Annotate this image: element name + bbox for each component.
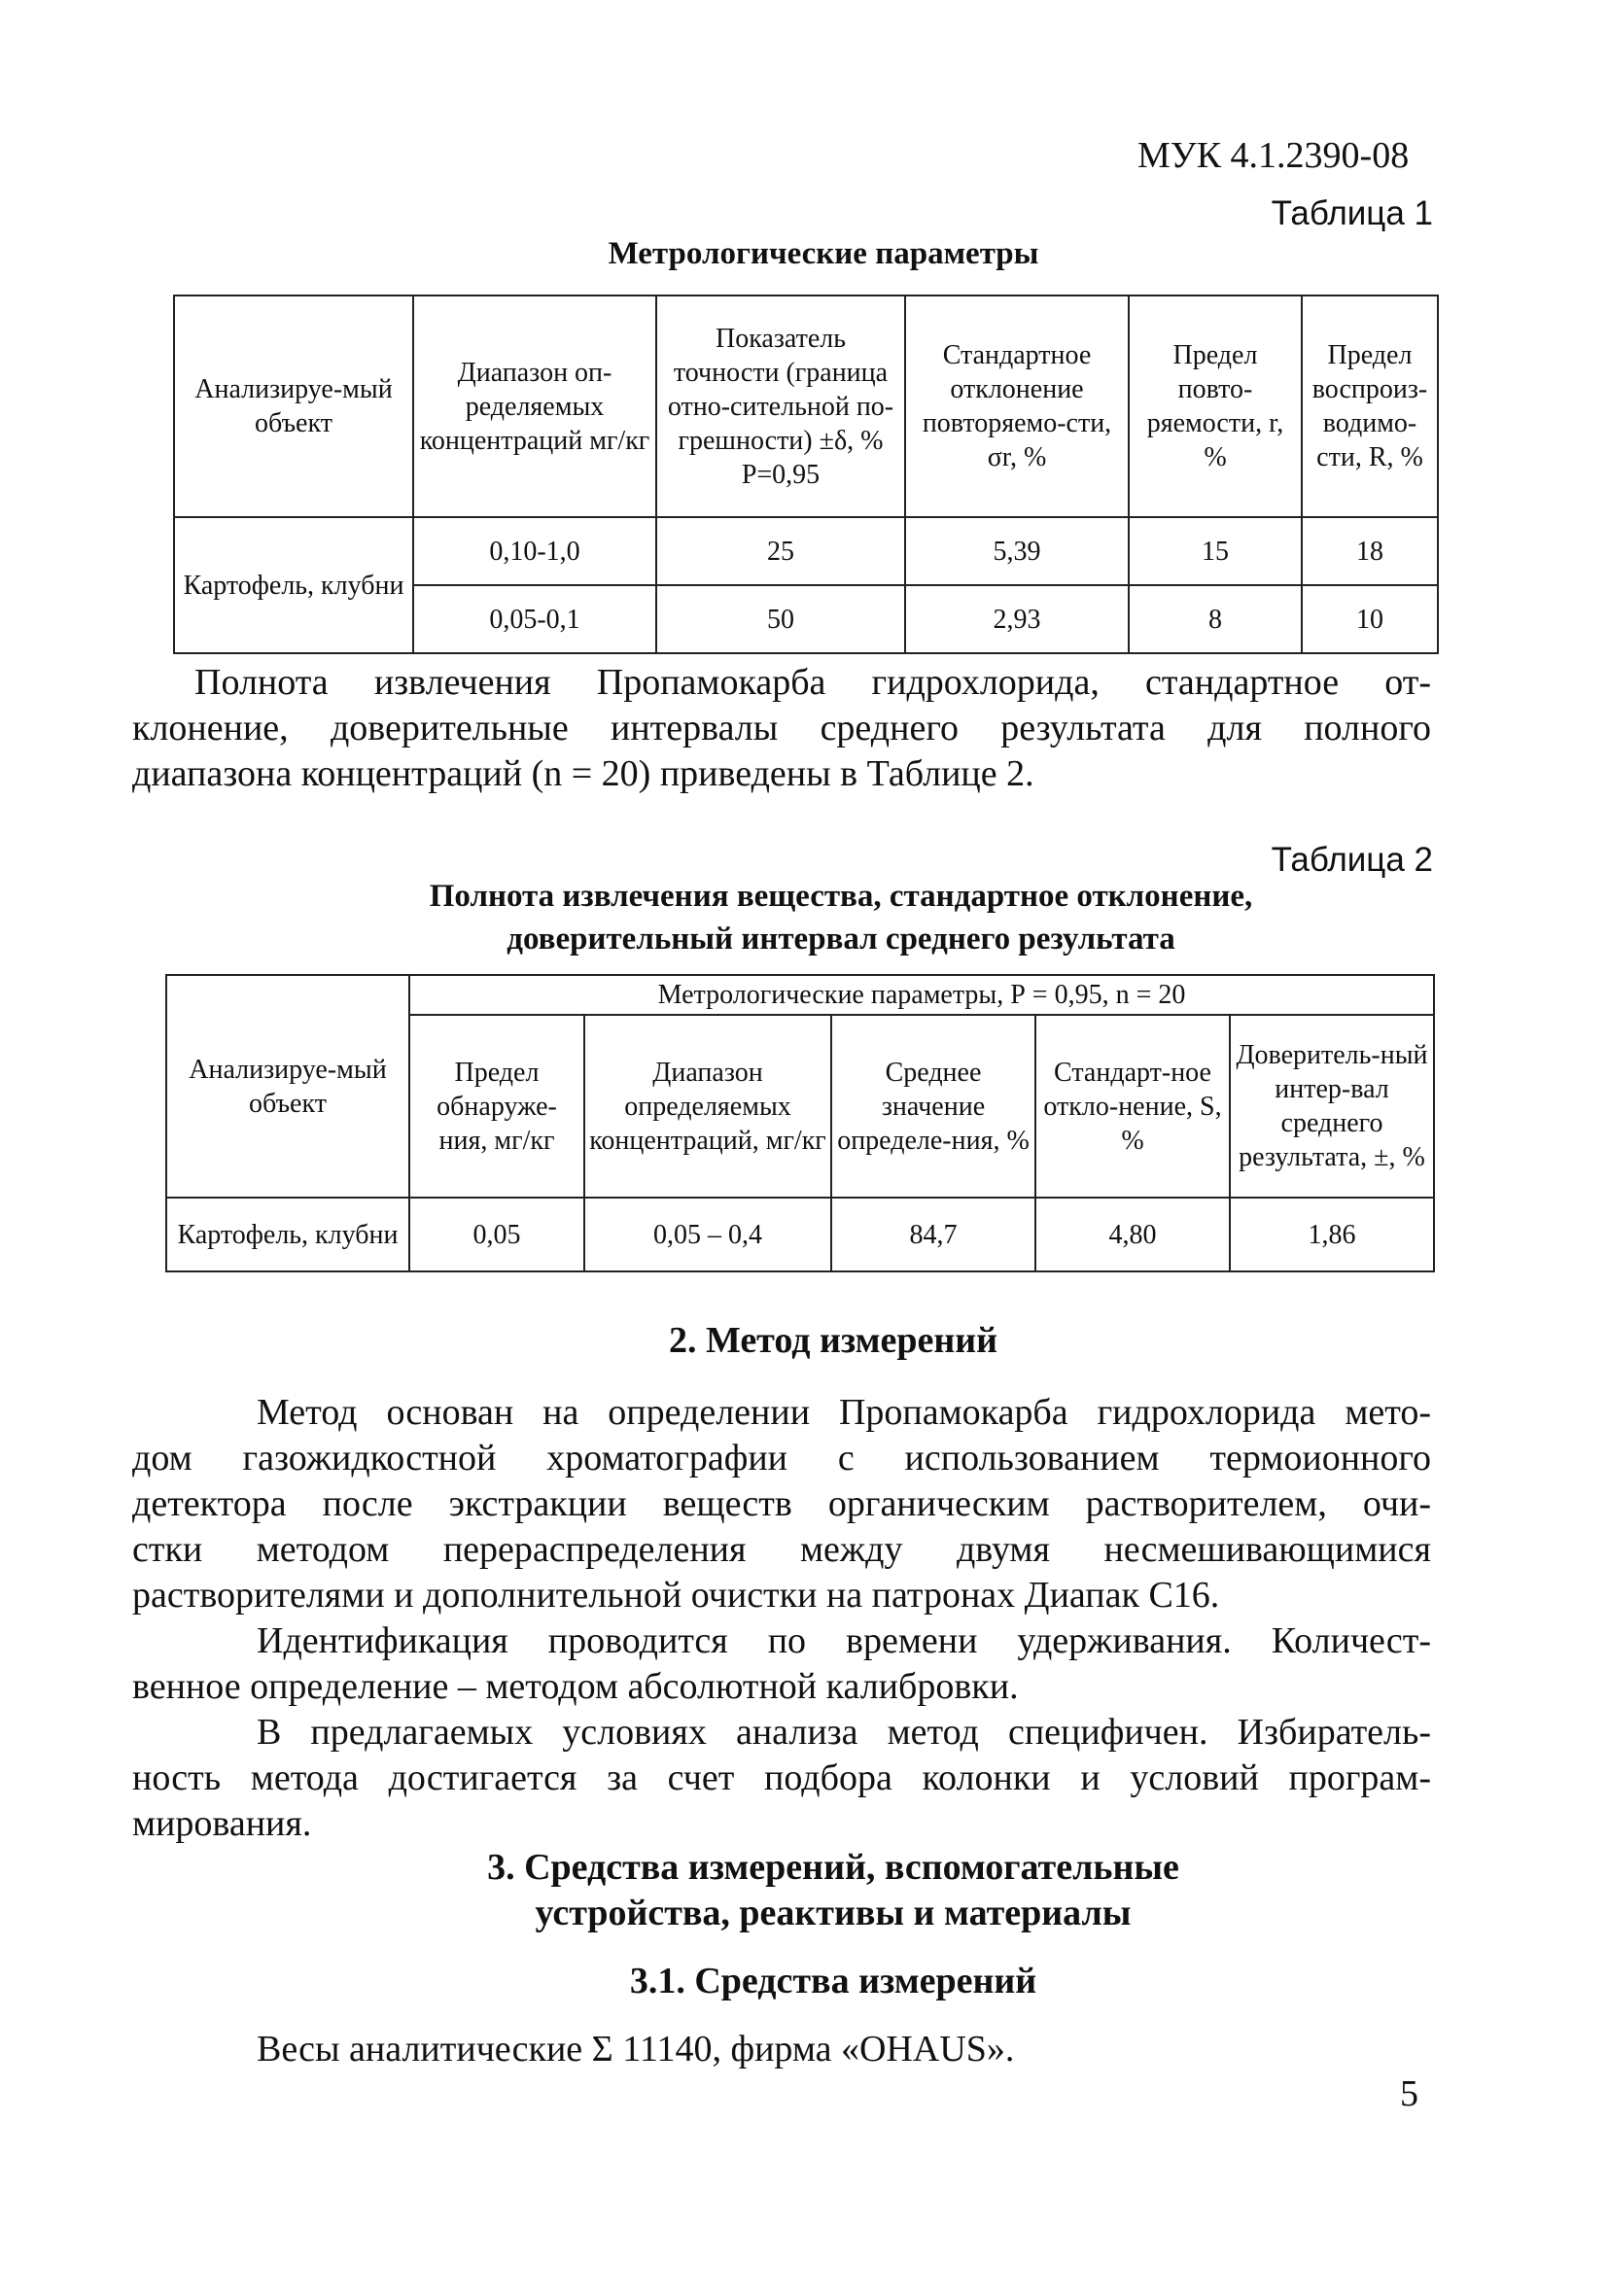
table2-row bbox=[166, 1198, 1434, 1271]
table2-caption-line: доверительный интервал среднего результата bbox=[507, 922, 1175, 957]
paragraph-line: клонение, доверительные интервалы среднего результата для полного bbox=[132, 708, 1431, 748]
table2-header-detection-limit: Предел обнаруже-ния, мг/кг bbox=[409, 1015, 584, 1198]
section3-heading bbox=[0, 1845, 1608, 1936]
table1-cell: 8 bbox=[1129, 585, 1302, 653]
section2-paragraph-specificity bbox=[132, 1710, 1431, 1847]
paragraph-line: ность метода достигается за счет подбора колонки и условий програм- bbox=[132, 1757, 1431, 1798]
paragraph-line: растворителями и дополнительной очистки на патронах Диапак С16. bbox=[132, 1575, 1220, 1616]
paragraph-recovery bbox=[132, 660, 1431, 797]
table1-cell: 15 bbox=[1129, 517, 1302, 585]
table1-cell: 25 bbox=[656, 517, 905, 585]
table1-cell: 0,10-1,0 bbox=[413, 517, 656, 585]
table2-cell: 0,05 – 0,4 bbox=[584, 1198, 831, 1271]
table1-row bbox=[174, 517, 1438, 585]
paragraph-line: В предлагаемых условиях анализа метод специфичен. Избиратель- bbox=[257, 1712, 1431, 1753]
table1-caption: Метрологические параметры bbox=[608, 236, 1039, 271]
table2-object-cell: Картофель, клубни bbox=[166, 1198, 409, 1271]
table1-header-accuracy: Показатель точности (граница отно-сительной по-грешности) ±δ, % Р=0,95 bbox=[656, 296, 905, 517]
table1-cell: 5,39 bbox=[905, 517, 1129, 585]
table2-cell: 0,05 bbox=[409, 1198, 584, 1271]
table1-header-row bbox=[174, 296, 1438, 517]
section3-heading-line: устройства, реактивы и материалы bbox=[535, 1893, 1132, 1933]
page-number: 5 bbox=[1400, 2073, 1418, 2114]
table1-cell: 10 bbox=[1302, 585, 1438, 653]
table1-header-object: Анализируе-мый объект bbox=[174, 296, 413, 517]
table1-cell: 50 bbox=[656, 585, 905, 653]
document-code: МУК 4.1.2390-08 bbox=[1137, 135, 1410, 176]
paragraph-line: венное определение – методом абсолютной калибровки. bbox=[132, 1666, 1019, 1707]
table2-caption-line: Полнота извлечения вещества, стандартное отклонение, bbox=[429, 879, 1253, 914]
table2-header-std-dev: Стандарт-ное откло-нение, S, % bbox=[1035, 1015, 1230, 1198]
table1-cell: 18 bbox=[1302, 517, 1438, 585]
table2-header-confidence: Доверитель-ный интер-вал среднего результата, ±, % bbox=[1230, 1015, 1434, 1198]
section3-1-heading: 3.1. Средства измерений bbox=[629, 1961, 1037, 2001]
table1-label: Таблица 1 bbox=[1271, 194, 1433, 232]
table2-header-range: Диапазон определяемых концентраций, мг/кг bbox=[584, 1015, 831, 1198]
table2-cell: 4,80 bbox=[1035, 1198, 1230, 1271]
section2-heading: 2. Метод измерений bbox=[668, 1320, 998, 1361]
paragraph-line: Метод основан на определении Пропамокарба гидрохлорида мето- bbox=[257, 1392, 1431, 1433]
section2-paragraph-method bbox=[132, 1390, 1431, 1618]
paragraph-line: дом газожидкостной хроматографии с использованием термоионного bbox=[132, 1438, 1431, 1478]
table1 bbox=[173, 295, 1439, 654]
table1-header-reproducibility: Предел воспроиз-водимо-сти, R, % bbox=[1302, 296, 1438, 517]
paragraph-line: стки методом перераспределения между двумя несмешивающимися bbox=[132, 1529, 1431, 1570]
paragraph-line: детектора после экстракции веществ органическим растворителем, очи- bbox=[132, 1483, 1431, 1524]
table2-group-header: Метрологические параметры, Р = 0,95, n = 20 bbox=[409, 975, 1434, 1015]
table2 bbox=[165, 974, 1435, 1272]
table1-header-range: Диапазон оп-ределяемых концентраций мг/кг bbox=[413, 296, 656, 517]
section2-paragraph-identification bbox=[132, 1618, 1431, 1710]
table2-group-row bbox=[166, 975, 1434, 1015]
table1-cell: 0,05-0,1 bbox=[413, 585, 656, 653]
table2-header-object: Анализируе-мый объект bbox=[166, 975, 409, 1198]
table2-label: Таблица 2 bbox=[1271, 841, 1433, 879]
table2-cell: 1,86 bbox=[1230, 1198, 1434, 1271]
paragraph-line: Полнота извлечения Пропамокарба гидрохлорида, стандартное от- bbox=[194, 662, 1431, 703]
table2-cell: 84,7 bbox=[831, 1198, 1035, 1271]
paragraph-line: мирования. bbox=[132, 1803, 312, 1844]
table1-header-repeatability: Предел повто-ряемости, r, % bbox=[1129, 296, 1302, 517]
table2-header-mean: Среднее значение определе-ния, % bbox=[831, 1015, 1035, 1198]
table1-cell: 2,93 bbox=[905, 585, 1129, 653]
section3-1-text: Весы аналитические Σ 11140, фирма «OHAUS». bbox=[257, 2029, 1015, 2070]
table1-header-std-dev: Стандартное отклонение повторяемо-сти, σr, % bbox=[905, 296, 1129, 517]
paragraph-line: Идентификация проводится по времени удерживания. Количест- bbox=[257, 1620, 1431, 1661]
table2-caption bbox=[292, 875, 1390, 960]
paragraph-line: диапазона концентраций (n = 20) приведены в Таблице 2. bbox=[132, 753, 1034, 794]
section3-heading-line: 3. Средства измерений, вспомогательные bbox=[487, 1847, 1179, 1888]
table1-object-cell: Картофель, клубни bbox=[174, 517, 413, 653]
